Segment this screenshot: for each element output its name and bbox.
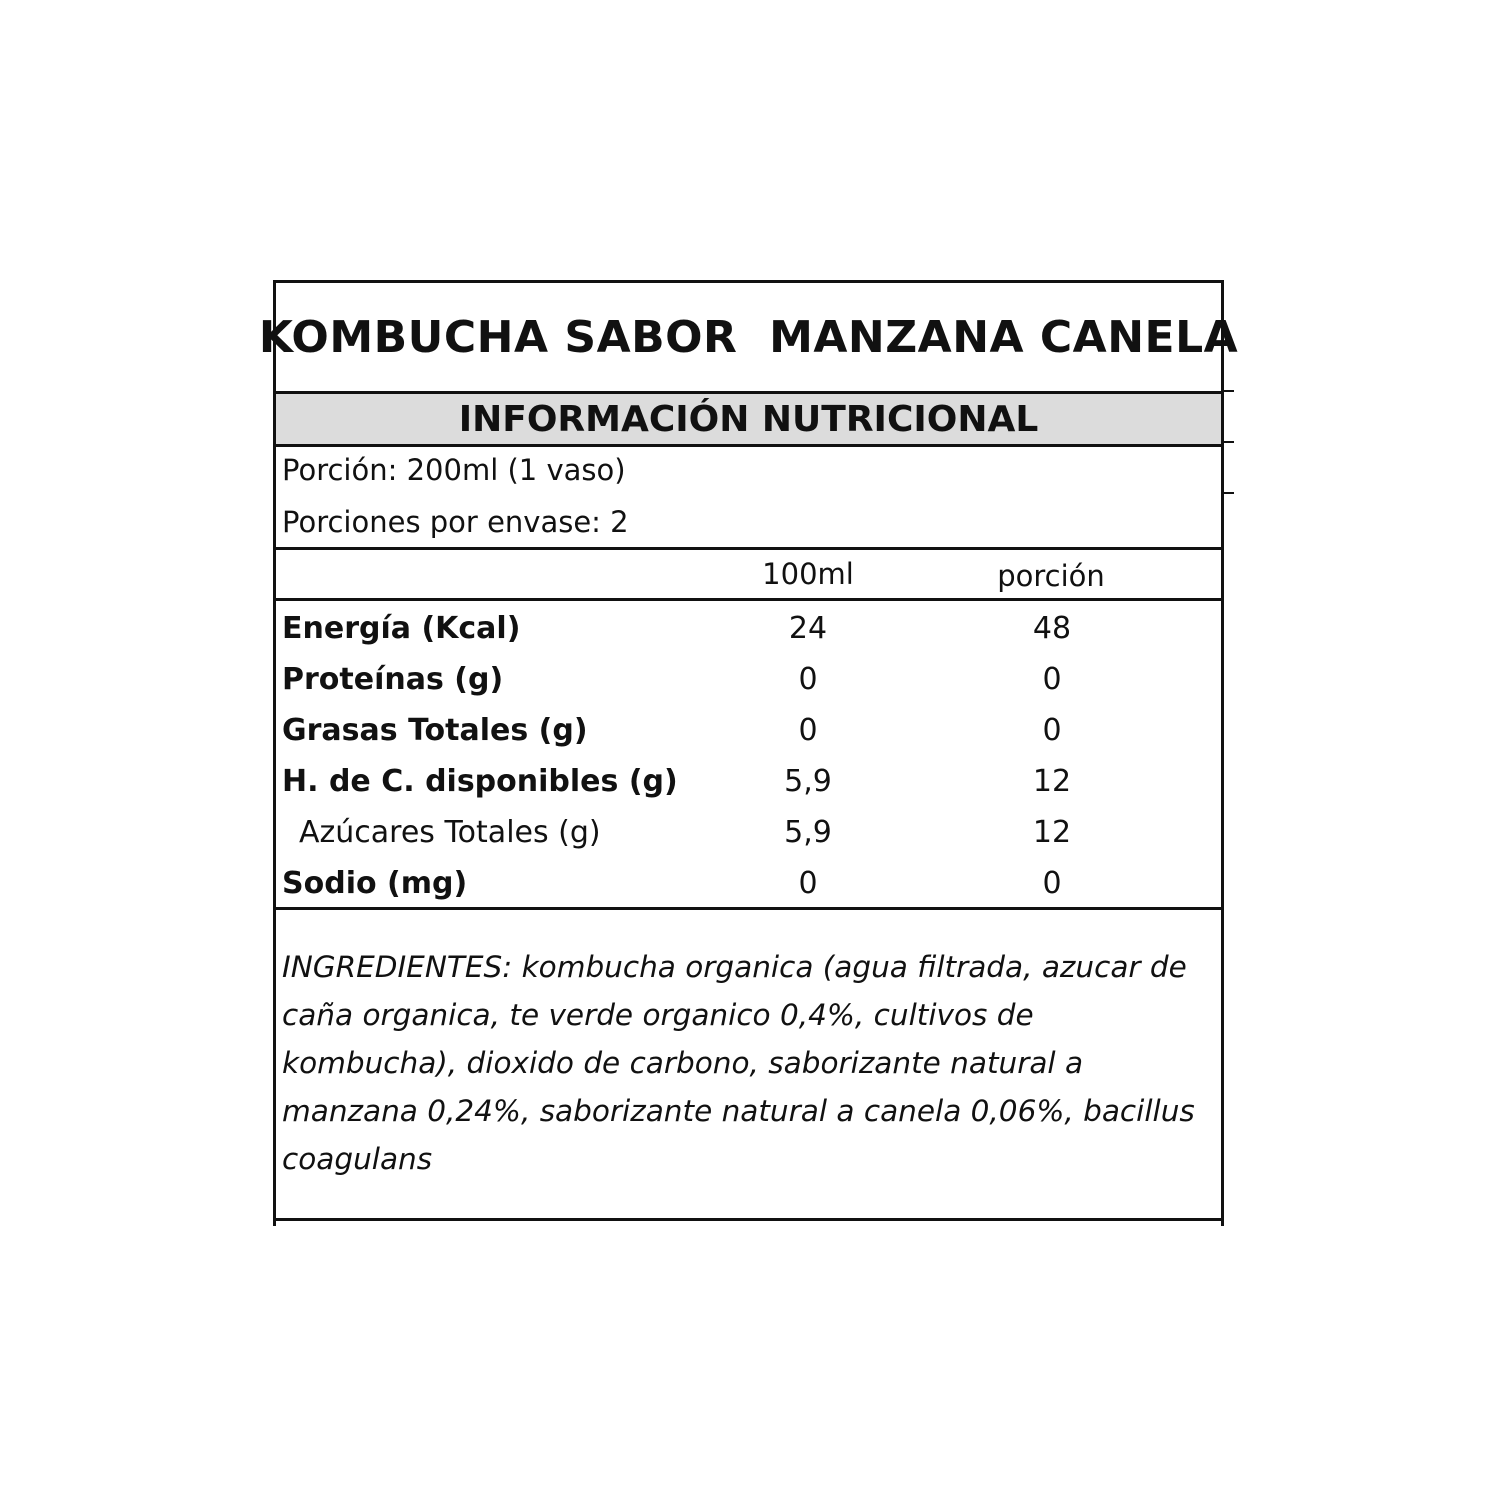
nutrient-value-serving: 0 bbox=[1042, 662, 1062, 697]
divider bbox=[276, 907, 1221, 910]
serving-size: Porción: 200ml (1 vaso) bbox=[282, 453, 626, 487]
product-title: KOMBUCHA SABOR MANZANA CANELA bbox=[258, 311, 1239, 363]
servings-per-container: Porciones por envase: 2 bbox=[282, 505, 629, 539]
nutrient-row bbox=[276, 603, 1221, 654]
nutrient-value-100ml: 0 bbox=[798, 662, 818, 697]
nutrient-value-100ml: 5,9 bbox=[784, 815, 832, 850]
nutrient-row bbox=[276, 654, 1221, 705]
divider bbox=[276, 444, 1221, 447]
nutrient-value-serving: 12 bbox=[1032, 764, 1072, 799]
nutrient-name: Proteínas (g) bbox=[282, 662, 504, 697]
section-header: INFORMACIÓN NUTRICIONAL bbox=[276, 394, 1221, 444]
nutrient-value-serving: 0 bbox=[1042, 713, 1062, 748]
border-tick bbox=[1224, 390, 1234, 392]
nutrient-value-100ml: 0 bbox=[798, 713, 818, 748]
nutrient-value-100ml: 24 bbox=[788, 611, 828, 646]
nutrient-row bbox=[276, 807, 1221, 858]
nutrient-row bbox=[276, 756, 1221, 807]
nutrient-row bbox=[276, 705, 1221, 756]
border-tick bbox=[1224, 492, 1234, 494]
divider bbox=[276, 1218, 1221, 1221]
nutrient-name: H. de C. disponibles (g) bbox=[282, 764, 678, 799]
nutrient-row bbox=[276, 858, 1221, 909]
ingredients-text: INGREDIENTES: kombucha organica (agua filtrada, azucar de caña organica, te verde organico 0,4%, cultivos de kombucha), dioxido de carbono, saborizante natural a manzana 0,24%, saborizante natural a canela 0,06%, bacillus coagulans bbox=[282, 950, 1195, 1176]
nutrient-value-serving: 0 bbox=[1042, 866, 1062, 901]
nutrition-label bbox=[258, 280, 1239, 1226]
border-tick bbox=[1224, 441, 1234, 443]
nutrient-value-100ml: 5,9 bbox=[784, 764, 832, 799]
nutrient-name: Azúcares Totales (g) bbox=[299, 815, 601, 850]
column-header-serving: porción bbox=[997, 559, 1105, 593]
divider bbox=[276, 547, 1221, 550]
nutrient-name: Energía (Kcal) bbox=[282, 611, 521, 646]
nutrient-name: Sodio (mg) bbox=[282, 866, 468, 901]
divider bbox=[276, 598, 1221, 601]
nutrient-name: Grasas Totales (g) bbox=[282, 713, 588, 748]
column-header-100ml: 100ml bbox=[762, 557, 854, 591]
nutrient-value-100ml: 0 bbox=[798, 866, 818, 901]
nutrient-value-serving: 12 bbox=[1032, 815, 1072, 850]
nutrient-value-serving: 48 bbox=[1032, 611, 1072, 646]
